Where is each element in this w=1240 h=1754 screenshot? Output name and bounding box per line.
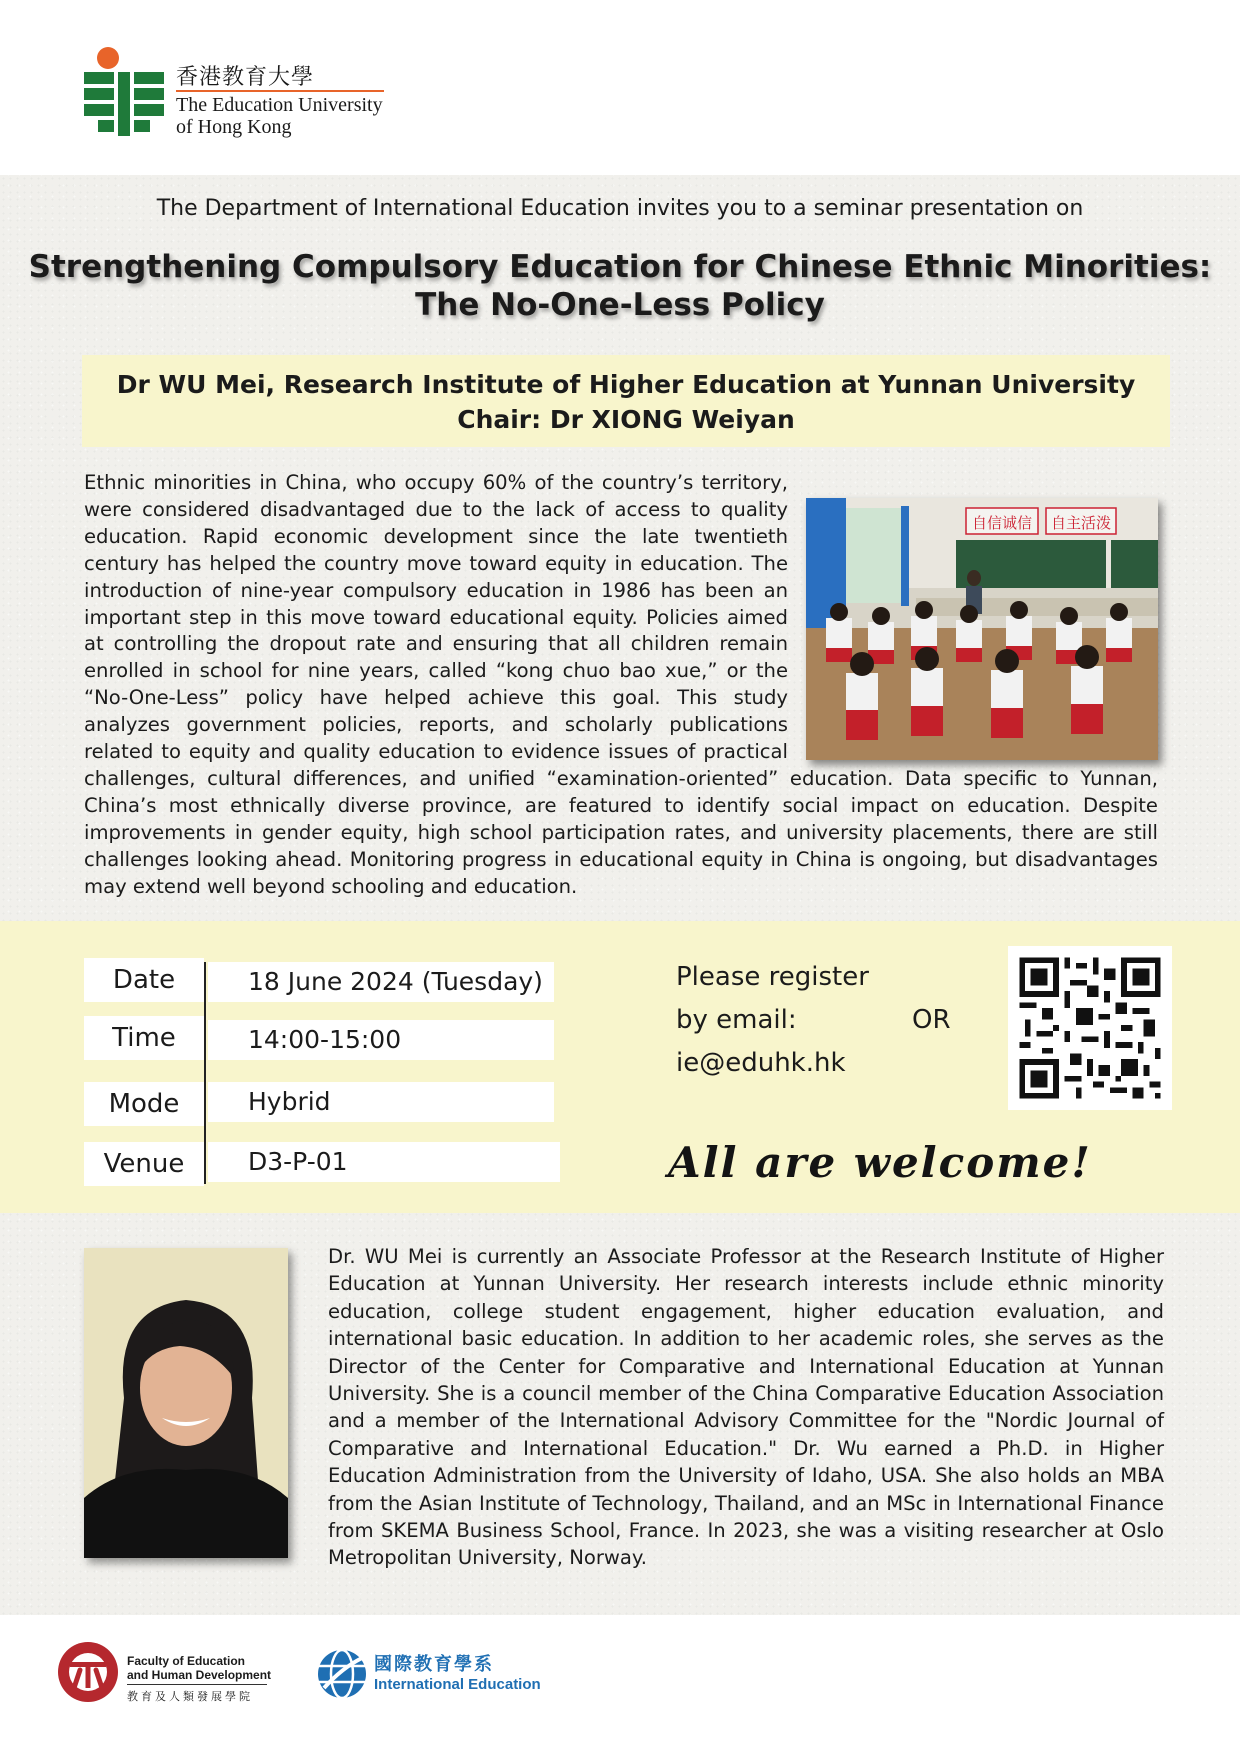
department-name-cn: 國際教育學系 <box>374 1654 494 1675</box>
speaker-name: Dr WU Mei, Research Institute of Higher Education at Yunnan University <box>116 370 1136 399</box>
mode-label: Mode <box>84 1082 204 1126</box>
university-name-en-line1: The Education University <box>176 94 383 116</box>
faculty-emblem-icon <box>56 1640 120 1704</box>
mode-value: Hybrid <box>208 1082 554 1122</box>
speaker-band <box>82 355 1170 447</box>
chair-name: Chair: Dr XIONG Weiyan <box>457 405 795 434</box>
time-label: Time <box>84 1016 204 1060</box>
speaker-bio: Dr. WU Mei is currently an Associate Professor at the Research Institute of Higher Education at Yunnan University. Her research interests include ethnic minority education, college student engagement, higher education evaluation, and international basic education. In addition to her academic roles, she serves as the Director of the Center for Comparative and International Education at Yunnan University. She is a council member of the China Comparative Education Association and a member of the International Advisory Committee for the "Nordic Journal of Comparative and International Education." Dr. Wu earned a Ph.D. in Higher Education Administration from the University of Idaho, USA. She also holds an MBA from the Asian Institute of Technology, Thailand, and an MSc in International Finance from SKEMA Business School, France. In 2023, she was a visiting researcher at Oslo Metropolitan University, Norway. <box>328 1245 1164 1570</box>
university-logo <box>84 46 404 142</box>
qr-code[interactable] <box>1008 946 1172 1110</box>
abstract <box>84 470 1158 901</box>
venue-label: Venue <box>84 1142 204 1186</box>
classroom-sign-right: 自主活泼 <box>1050 514 1112 532</box>
classroom-photo <box>806 498 1158 760</box>
register-line-2: by email: <box>676 1005 797 1035</box>
faculty-name-line-1: Faculty of Education <box>127 1654 246 1668</box>
classroom-sign-left: 自信诚信 <box>971 514 1033 532</box>
university-name-en-line2: of Hong Kong <box>176 116 292 138</box>
logo-underline <box>176 90 384 92</box>
department-name-en: International Education <box>374 1676 541 1693</box>
info-divider <box>204 962 206 1184</box>
qr-code-icon <box>1008 946 1172 1110</box>
speaker-photo <box>84 1248 288 1558</box>
abstract-text: Ethnic minorities in China, who occupy 60% of the country’s territory, were considered disadvantaged due to the lack of access to quality education. Rapid economic development since the late twentieth century has helped the country move toward equity in education. The introduction of nine-year compulsory education in 1986 has been an important step in this move toward educational equity. Policies aimed at controlling the dropout rate and ensuring that all children remain enrolled in school for nine years, called “kong chuo bao xue,” or the “No-One-Less” policy have helped achieve this goal. This study analyzes government policies, reports, and scholarly publications related to equity and quality education to evidence issues of practical challenges, cultural differences, and unified “examination-oriented” education. Data specific to Yunnan, China’s most ethnically diverse province, are featured to identify social impact on education. Despite improvements in gender equity, high school participation rates, and university placements, there are still challenges looking ahead. Monitoring progress in educational equity in China is ongoing, but disadvantages may extend well beyond schooling and education. <box>84 471 1158 898</box>
globe-icon <box>316 1648 368 1700</box>
faculty-name-cn: 教育及人類發展學院 <box>127 1690 253 1703</box>
register-email[interactable]: ie@eduhk.hk <box>676 1048 846 1078</box>
date-value: 18 June 2024 (Tuesday) <box>208 962 554 1002</box>
welcome-text: All are welcome! <box>668 1138 1092 1187</box>
date-label: Date <box>84 958 204 1002</box>
title-line-1: Strengthening Compulsory Education for Chinese Ethnic Minorities: <box>28 249 1212 285</box>
venue-value: D3-P-01 <box>208 1142 560 1182</box>
university-emblem-icon <box>84 46 166 142</box>
or-text: OR <box>912 1005 951 1035</box>
university-name-cn: 香港教育大學 <box>176 65 315 90</box>
faculty-logo <box>56 1640 276 1706</box>
faculty-name-line-2: and Human Development <box>127 1668 272 1682</box>
faculty-rule <box>127 1684 267 1685</box>
invite-text: The Department of International Education invites you to a seminar presentation on <box>156 196 1084 221</box>
time-value: 14:00-15:00 <box>208 1020 554 1060</box>
title-line-2: The No-One-Less Policy <box>415 287 825 323</box>
registration-info <box>676 956 869 1085</box>
department-logo <box>316 1648 556 1704</box>
seminar-title <box>0 248 1240 324</box>
register-line-1: Please register <box>676 962 869 992</box>
